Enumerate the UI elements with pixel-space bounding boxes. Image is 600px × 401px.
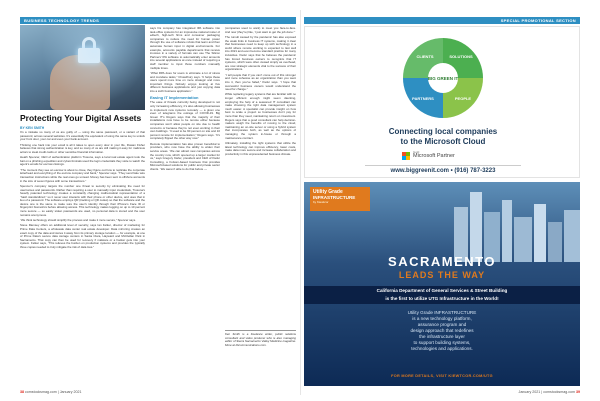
paragraph: (companies used to want) to meet you face-to-face. And now (they’re) like, ‘I just want to get the job done.’” <box>225 27 296 34</box>
paragraph: Ultimately, installing the right systems that utilize the latest technology can improve efficiency, lower costs, make data more secure and increase collaboration and productivity in this unprecedented business climate. <box>225 141 296 156</box>
right-page-number: 39 <box>576 390 580 394</box>
ad2-statement-2: is the first to utilize UTG Infrastructure in the World! <box>385 296 499 301</box>
paragraph: Remote implementation has also proven beneficial to providers, who now have the ability to widen their service areas. “We can attract new companies across the country now, which opened up a larger market for us,” says Gregory Kiefer, president and CEO of Kiefer Consulting, a Folsom-based business that provides Microsoft-based solutions for public and private sector clients. “We weren’t able to do that before — <box>150 141 220 171</box>
paragraph: Spencer’s company targets the number one threat to security by eliminating the need for usernames and passwords. Rather than requiring a user to manually input credentials, Trusona’s heavily patented technology creates a constantly changing mathematical representation of a “hash standardized,” so it never user interacts with their phone or other device, and uses that in lieu of a password. The software employs QR (tracking or QR codes) so that the software and the device one is the same to make sure the user’s identity through their iPhone’s Face ID or fingerprint biometrics before allowing access. This technology makes logging on up to 10 percent more secure — so easily stolen passwords are used, no personal data is stored and the user remains anonymous. <box>20 183 145 217</box>
desc-line: assurance program and <box>417 322 467 327</box>
screen-glow <box>20 25 145 110</box>
byline: BY KEN SMITH <box>20 126 45 130</box>
microsoft-partner-badge <box>400 150 490 162</box>
utg-badge <box>310 187 370 211</box>
desc-line: is a new technology platform, <box>412 316 472 321</box>
ad2-statement-bar <box>304 286 580 304</box>
right-footer: January 2021 | comstocksmag.com 39 <box>518 390 580 394</box>
badge-line-2: INFRASTRUCTURE <box>313 195 356 200</box>
hero-photo <box>20 25 145 110</box>
badge-sub: by Kiewtcor <box>313 200 329 204</box>
desc-line: design approach that redefines <box>410 328 474 333</box>
paragraph: The tumult caused by the pandemic has also exposed the weak links in business IT systems, making it clear that businesses need to keep up with technology in a world where remote working is expected to last well into 2021 and even become standard practice for many industries. Kiefer says that he believes the pandemic has forced business owners to recognize that IT systems, which were often viewed simply as overhead, are now strategic elements vital to the success of their organizations. <box>225 34 296 72</box>
desc-line: technologies and applications. <box>411 346 473 351</box>
ad-big-green-it <box>304 26 580 178</box>
ad1-contact: www.biggreenit.com • (916) 787-3223 <box>390 168 496 174</box>
badge-line-1: Utility Grade <box>313 189 343 195</box>
ad2-tagline: LEADS THE WAY <box>398 270 486 280</box>
wheel-label-solutions: SOLUTIONS <box>449 54 473 59</box>
paragraph: While replacing legacy systems that are familiar with no longer efficient enough might seem daunting, employing the help of a seasoned IT consultant can make choosing the right data management system much easier. A specialist can provide insight on how best to scale a project so businesses don’t pay for more than they need, maintaining return on investment. Rogers says that a good consultant can help decision-makers weigh the benefits of moving to the cloud, maintaining an on-site server or using a hybrid system that incorporates both, as well as the options of managing the system in-house or through a maintenance contract. <box>225 92 296 140</box>
right-section-header <box>304 17 580 24</box>
service-wheel-graphic <box>383 30 503 125</box>
paragraph: “The moment they see an escrow is about to close, they figure out how to replicate the corporate letterhead and everything of the escrow company and bank,” Spencer says. “They send fake wire transaction instructions while the real ones go unread. Money has been sent to offshore accounts in the size of seven figures with some transactions.” <box>20 167 145 183</box>
author-bio <box>225 333 296 383</box>
ad1-contact-bar <box>365 165 521 177</box>
paragraph: Heath Spencer, CEO of authentication platform Trusona, says a local real estate agent took the bait on a phishing expedition and cybercriminals used the login credentials they stole to watch the agent’s emails for escrow closings. <box>20 155 145 167</box>
ad2-statement-1: California Department of General Services & Street Building <box>376 288 508 293</box>
left-footer-date: January 2021 <box>59 390 82 394</box>
ad1-headline-1: Connecting local companies <box>388 127 498 136</box>
left-page-number: 38 <box>20 390 24 394</box>
wheel-label-partners: PARTNERS <box>412 96 434 101</box>
article-column-2 <box>150 27 220 387</box>
ad2-cta[interactable]: FOR MORE DETAILS, VISIT KIEWTCOR.COM/UTG <box>391 374 493 378</box>
right-footer-site: comstocksmag.com <box>543 390 575 394</box>
paragraph: The ease of threats currently being developed is not only increasing efficiency, it’s also allowing businesses to implement new systems remotely — a given one even of telegrams the outrage of COVID-19. Big Green IT’s Rogers says that the majority of their installations now have to be remote either because companies won’t allow people on site due to health concerns or because they’re not even working in their own buildings. “It used to be 90 percent on site and 10 percent remote for implementation,” Rogers says. “It’s completely flipped the other way now.” <box>150 100 220 141</box>
paragraph: “What RPA does for users is eliminate a lot of stress and mundane tasks,” Chowdhury says. “It helps these users spend more time on more strategic and more important things. Nobody enjoys looking at five different business applications and just copying data into a sixth business application.” <box>150 70 220 93</box>
paragraph: Steve Ramsey offers an additional level of security, says Ian Felker, director of marketing for Prime Data Centers, a wholesale data center real estate developer. Data mirroring creates an exact copy of the data and stores it away from its primary storage location — for example, at one of Prime Data’s secure data storage centers in Santa Clara, Hayward and McClellan Park in Sacramento. That copy can then be used for recovery if malware or a hacker gets into your system. Felker says, “This relieves the burden on production systems and provides the typically three copies needed to truly mitigate the risk of data loss.” <box>20 223 145 249</box>
desc-line: to support building systems, <box>413 340 471 345</box>
left-section-header <box>20 17 296 24</box>
page-spine <box>300 10 301 395</box>
article-title: Protecting Your Digital Assets <box>20 113 142 123</box>
desc-line: Utility Grade INFRASTRUCTURE <box>407 310 477 315</box>
subhead-easing-it: Easing IT Implementation <box>150 95 199 101</box>
bio-divider <box>225 330 296 331</box>
ad-utility-grade-infrastructure <box>304 182 580 386</box>
wheel-label-clients: CLIENTS <box>416 54 434 59</box>
ad2-city: SACRAMENTO <box>388 254 496 269</box>
left-footer: 38 comstocksmag.com | January 2021 <box>20 390 82 394</box>
partner-name: Microsoft Partner <box>413 153 455 159</box>
microsoft-logo-icon <box>402 152 410 160</box>
paragraph: “I tell people that if you can’t come out of this stronger and more cohesive as an organization than you went into it, then you’ve failed,” Kiefer says. “I hope that successful business owners would understand the need for change.” <box>225 72 296 92</box>
desc-line: the infrastructure layer <box>419 334 465 339</box>
wheel-label-people: PEOPLE <box>454 96 472 101</box>
bio-text: Ken Smith is a freelance writer, public relations consultant and video producer who is also managing editor of Sierra Sacramento Valley Medicine magazine. More at kbcommunications.com. <box>225 333 296 347</box>
partner-gold-label: Gold <box>413 150 420 154</box>
paragraph: Thinking one hack into your email is all it takes to open every door in your life, Rowan Fisher believes that strong authentication is key, and so many of us are still making it easy for malicious actors to steal credit cards or other sensitive financial information. <box>20 142 145 154</box>
article-column-1 <box>20 131 145 386</box>
article-column-3 <box>225 27 296 327</box>
paragraph: says his company has integrated IPA software into task-office systems for an impressive national roster of edtech, high-tech firms and consumer packaging companies to reduce the need for human power through the use of software robots that learn and then automate human input in digital environments. For example, accounts payable departments that receive invoices in a variety of formats can use The Silicon Partners’ IPA software to automatically enter amounts into several applications at once instead of requiring a staff member to input those numbers manually multiple times. <box>150 27 220 70</box>
paragraph: “We think technology should simplify the process and make it more secure,” Spencer says. <box>20 218 136 223</box>
right-footer-date: January 2021 <box>518 390 541 394</box>
left-section-label: BUSINESS TECHNOLOGY TRENDS <box>24 18 100 23</box>
ad2-description <box>304 310 580 352</box>
ad1-headline-2: to the Microsoft Cloud <box>400 137 486 146</box>
paragraph: It’s a mistake so many of us are guilty of — using the same password, or a variant of that password, across several websites. It’s essentially the equivalent of using the same key to unlock your front door, your car and even your bank account. <box>20 131 145 142</box>
right-section-label: SPECIAL PROMOTIONAL SECTION <box>500 18 576 23</box>
left-footer-site: comstocksmag.com <box>25 390 57 394</box>
wheel-center-label: BIG GREEN IT <box>427 76 459 81</box>
